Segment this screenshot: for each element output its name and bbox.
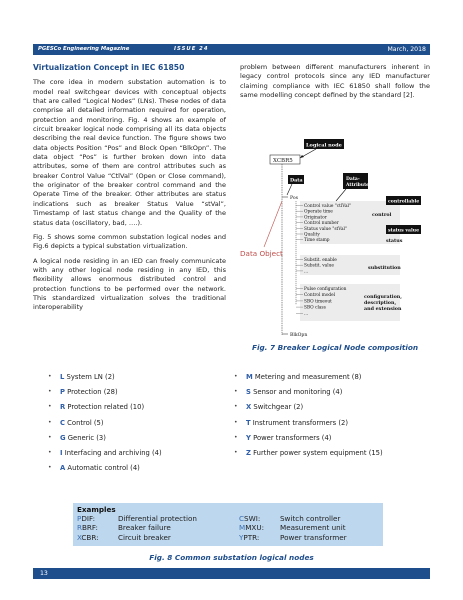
logical-node-item xyxy=(234,373,383,388)
logical-node-item xyxy=(234,449,383,464)
control-attribute: Status value "stVal" xyxy=(304,226,347,232)
logical-node-item xyxy=(234,434,383,449)
node-code: M xyxy=(246,373,253,381)
status-value-label: status value xyxy=(388,228,419,234)
example-description: Power transformer xyxy=(280,532,347,542)
logical-node-list-right xyxy=(234,373,383,464)
example-code-rest: SWI: xyxy=(244,514,261,523)
substitution-attribute: ... xyxy=(304,269,309,275)
logical-node-item xyxy=(234,388,383,403)
logical-node-item xyxy=(48,373,162,388)
node-code: S xyxy=(246,388,251,397)
bullet-icon: • xyxy=(234,418,238,426)
magazine-name: PGESCo Engineering Magazine xyxy=(38,46,130,52)
data-object-label: Data Object xyxy=(240,249,283,258)
node-code: X xyxy=(246,403,252,412)
node-description: Power transformers (4) xyxy=(250,433,332,442)
section-title: Virtualization Concept in IEC 61850 xyxy=(33,63,185,72)
configuration-label: configuration, xyxy=(364,294,402,300)
logical-node-item xyxy=(48,434,162,449)
node-code: C xyxy=(60,418,65,427)
logical-node-list-left xyxy=(48,373,162,479)
node-code: P xyxy=(60,388,65,397)
example-code-letter: Y xyxy=(239,532,244,542)
node-code: L xyxy=(60,373,65,381)
example-code-rest: CBR: xyxy=(81,532,99,542)
bullet-icon: • xyxy=(48,433,52,441)
logical-node-label: Logical node xyxy=(306,142,342,149)
examples-title: Examples xyxy=(77,505,116,514)
page-header xyxy=(33,44,430,55)
example-description: Measurement unit xyxy=(280,523,346,533)
bullet-icon: • xyxy=(48,373,52,380)
control-attribute: Control value "ctlVal" xyxy=(304,204,351,209)
node-description: Protection related (10) xyxy=(65,403,145,412)
example-code-letter: X xyxy=(77,532,82,542)
controllable-label: controllable xyxy=(388,199,420,205)
pos-label: Pos xyxy=(290,196,299,201)
control-label: control xyxy=(372,212,392,218)
bullet-icon: • xyxy=(234,433,238,441)
substitution-attribute: Substit. enable xyxy=(304,258,337,263)
example-item xyxy=(239,532,347,542)
bullet-icon: • xyxy=(234,373,238,380)
example-code-letter: M xyxy=(239,523,246,533)
blkopn-label: BlkOpn xyxy=(290,333,308,338)
node-code: Z xyxy=(246,448,251,457)
node-description: Automatic control (4) xyxy=(65,464,140,473)
fig7-caption: Fig. 7 Breaker Logical Node composition xyxy=(251,343,419,352)
example-description: Switch controller xyxy=(280,514,341,523)
logical-node-item xyxy=(48,464,162,479)
right-column xyxy=(240,63,430,105)
logical-node-item xyxy=(234,403,383,418)
left-column xyxy=(33,63,226,318)
bullet-icon: • xyxy=(234,403,238,411)
logical-node-item xyxy=(48,419,162,434)
node-description: Further power system equipment (15) xyxy=(250,448,383,457)
configuration-label: description, xyxy=(364,300,397,306)
example-code-letter: P xyxy=(77,514,82,523)
bullet-icon: • xyxy=(234,448,238,456)
issue-date: March, 2018 xyxy=(387,45,426,53)
node-description: System LN (2) xyxy=(64,373,115,381)
logical-node-item xyxy=(48,403,162,418)
configuration-attribute: ... xyxy=(304,311,309,317)
example-item xyxy=(77,514,197,523)
breaker-logical-node-diagram xyxy=(240,135,430,345)
example-code-letter: C xyxy=(239,514,245,523)
control-attribute: Operate time xyxy=(304,209,333,215)
node-description: Switchgear (2) xyxy=(251,403,304,412)
bullet-icon: • xyxy=(48,418,52,426)
node-description: Metering and measurement (8) xyxy=(252,373,362,381)
node-description: Sensor and monitoring (4) xyxy=(250,388,343,397)
bullet-icon: • xyxy=(48,403,52,411)
page-number: 13 xyxy=(40,570,48,577)
substitution-label: substitution xyxy=(368,265,401,271)
example-code-rest: DIF: xyxy=(81,514,95,523)
paragraph: A logical node residing in an IED can freely communicate with any other logical node residing in any IED, this flexibility allows enormous distributed control and protection functions to be performed over the network. This standardized virtualization solves the traditional interoperability xyxy=(33,256,226,312)
example-item xyxy=(77,532,171,542)
logical-node-item xyxy=(48,449,162,464)
paragraph: problem between different manufacturers inherent in legacy control protocols since any IED manufacturer claiming compliance with IEC 61850 shall follow the same modelling concept defined by the standard [2]. xyxy=(240,63,430,100)
paragraph: Fig. 5 shows some common substation logical nodes and Fig.6 depicts a typical substation virtualization. xyxy=(33,232,226,251)
example-item xyxy=(239,523,346,533)
node-description: Generic (3) xyxy=(65,433,106,442)
logical-node-item xyxy=(48,388,162,403)
issue-number: ISSUE 24 xyxy=(174,46,209,52)
bullet-icon: • xyxy=(48,448,52,456)
node-code: A xyxy=(60,464,66,473)
node-description: Control (5) xyxy=(65,418,104,427)
configuration-label: and extension xyxy=(364,306,402,312)
substitution-attribute: Substit. value xyxy=(304,263,334,269)
control-attribute: Quality xyxy=(304,232,320,238)
configuration-attribute: SBO timeout xyxy=(304,299,332,305)
example-code-rest: PTR: xyxy=(243,532,260,542)
node-code: G xyxy=(60,433,66,442)
svg-text:Data-: Data- xyxy=(346,177,360,182)
example-code-letter: R xyxy=(77,523,82,533)
bullet-icon: • xyxy=(234,388,238,396)
examples-box xyxy=(73,503,383,546)
node-description: Protection (28) xyxy=(64,388,118,397)
example-description: Circuit breaker xyxy=(118,532,171,542)
node-code: Y xyxy=(246,433,251,442)
control-attribute: Time stamp xyxy=(304,238,330,244)
status-label: status xyxy=(386,238,403,244)
data-label: Data xyxy=(290,177,303,184)
logical-node-item xyxy=(234,419,383,434)
example-description: Differential protection xyxy=(118,514,197,523)
example-code-rest: BRF: xyxy=(82,523,98,533)
example-description: Breaker failure xyxy=(118,523,171,533)
fig8-caption: Fig. 8 Common substation logical nodes xyxy=(149,553,314,562)
configuration-attribute: SBO class xyxy=(304,305,326,311)
example-item xyxy=(239,514,341,523)
configuration-attribute: Pulse configuration xyxy=(304,287,347,292)
node-code: T xyxy=(246,418,251,427)
xcbr-label: XCBR5 xyxy=(273,158,293,164)
control-attribute: Control number xyxy=(304,221,339,227)
bullet-icon: • xyxy=(48,464,52,472)
example-code-rest: MXU: xyxy=(245,523,265,533)
svg-text:Attributes: Attributes xyxy=(346,183,372,188)
node-description: Instrument transformers (2) xyxy=(250,418,348,427)
control-attribute: Originator xyxy=(304,215,327,221)
page-footer xyxy=(33,568,430,579)
paragraph: The core idea in modern substation automation is to model real switchgear devices with conceptual objects that are called “Logical Nodes” (LNs). These nodes of data comprise all detailed information required for operation, protection and monitoring. Fig. 4 shows an example of circuit breaker logical node comprising all its data objects describing the real device function. The figure shows two data objects Position “Pos” and Block Open “BlkOpn”. The data object “Pos” is further broken down into data attributes, some of them are control attributes such as breaker Control Value “CtlVal” (Open or Close command), the originator of the breaker control command and the Operate Time of the breaker. Other attributes are status indications such as breaker Status Value “stVal”, Timestamp of last status change and the Quality of the status data (oscillatory, bad, ….). xyxy=(33,78,226,227)
example-item xyxy=(77,523,171,533)
node-description: Interfacing and archiving (4) xyxy=(62,448,162,457)
node-code: R xyxy=(60,403,66,412)
node-code: I xyxy=(60,448,63,457)
configuration-attribute: Control model xyxy=(304,293,336,299)
bullet-icon: • xyxy=(48,388,52,396)
